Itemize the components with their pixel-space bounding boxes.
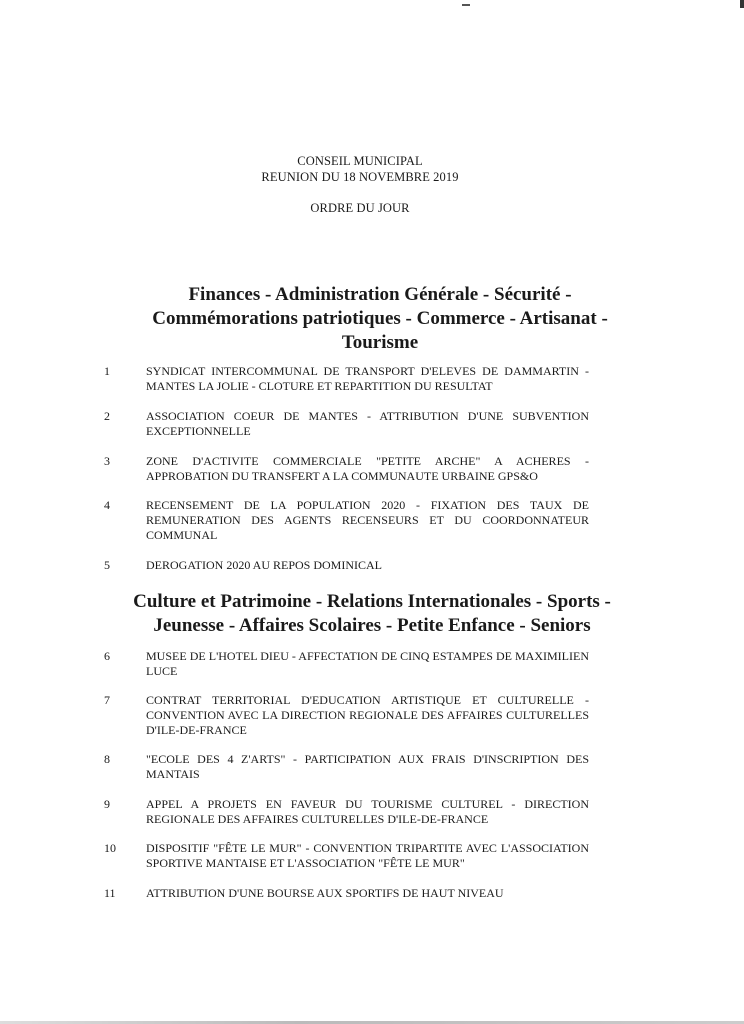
- agenda-item-number: 7: [104, 693, 110, 707]
- header-meeting-date: REUNION DU 18 NOVEMBRE 2019: [261, 170, 459, 184]
- agenda-item-text: APPEL A PROJETS EN FAVEUR DU TOURISME CULTUREL - DIRECTION REGIONALE DES AFFAIRES CULTURELLES D'ILE-DE-FRANCE: [146, 797, 589, 826]
- agenda-item-number: 8: [104, 752, 110, 766]
- document-header: [0, 153, 720, 216]
- agenda-item-number: 11: [104, 886, 116, 900]
- agenda-item-number: 10: [104, 841, 116, 855]
- section-title-text: Finances - Administration Générale - Sécurité - Commémorations patriotiques - Commerce - Artisanat - Tourisme: [152, 284, 608, 353]
- section-title-text: Culture et Patrimoine - Relations Internationales - Sports - Jeunesse - Affaires Scolaires - Petite Enfance - Seniors: [133, 591, 611, 636]
- agenda-item-text: SYNDICAT INTERCOMMUNAL DE TRANSPORT D'ELEVES DE DAMMARTIN - MANTES LA JOLIE - CLOTURE ET REPARTITION DU RESULTAT: [146, 364, 589, 393]
- agenda-item-number: 1: [104, 364, 110, 378]
- section-title-finances: [0, 283, 744, 355]
- agenda-item-text: DISPOSITIF "FÊTE LE MUR" - CONVENTION TRIPARTITE AVEC L'ASSOCIATION SPORTIVE MANTAISE ET L'ASSOCIATION "FÊTE LE MUR": [146, 841, 589, 870]
- agenda-item-number: 5: [104, 558, 110, 572]
- agenda-item-text: "ECOLE DES 4 Z'ARTS" - PARTICIPATION AUX FRAIS D'INSCRIPTION DES MANTAIS: [146, 752, 589, 781]
- agenda-item-text: DEROGATION 2020 AU REPOS DOMINICAL: [146, 558, 383, 572]
- agenda-item-text: ASSOCIATION COEUR DE MANTES - ATTRIBUTION D'UNE SUBVENTION EXCEPTIONNELLE: [146, 409, 589, 438]
- section-title-culture: [0, 590, 744, 638]
- agenda-item-text: RECENSEMENT DE LA POPULATION 2020 - FIXATION DES TAUX DE REMUNERATION DES AGENTS RECENSEURS ET DU COORDONNATEUR COMMUNAL: [146, 498, 589, 542]
- agenda-item-text: CONTRAT TERRITORIAL D'EDUCATION ARTISTIQUE ET CULTURELLE - CONVENTION AVEC LA DIRECTION REGIONALE DES AFFAIRES CULTURELLES D'ILE-DE-FRANCE: [146, 693, 589, 737]
- agenda-item-text: ATTRIBUTION D'UNE BOURSE AUX SPORTIFS DE HAUT NIVEAU: [146, 886, 504, 900]
- agenda-item-text: MUSEE DE L'HOTEL DIEU - AFFECTATION DE CINQ ESTAMPES DE MAXIMILIEN LUCE: [146, 649, 589, 678]
- agenda-item-text: ZONE D'ACTIVITE COMMERCIALE "PETITE ARCHE" A ACHERES - APPROBATION DU TRANSFERT A LA COMMUNAUTE URBAINE GPS&O: [146, 454, 589, 483]
- scan-mark-right: [740, 0, 744, 8]
- agenda-item-number: 2: [104, 409, 110, 423]
- agenda-item-number: 3: [104, 454, 110, 468]
- header-agenda: ORDRE DU JOUR: [310, 201, 410, 215]
- header-council: CONSEIL MUNICIPAL: [297, 154, 423, 168]
- agenda-item-number: 6: [104, 649, 110, 663]
- scan-mark-top: [462, 4, 470, 6]
- agenda-item-number: 9: [104, 797, 110, 811]
- agenda-item-number: 4: [104, 498, 110, 512]
